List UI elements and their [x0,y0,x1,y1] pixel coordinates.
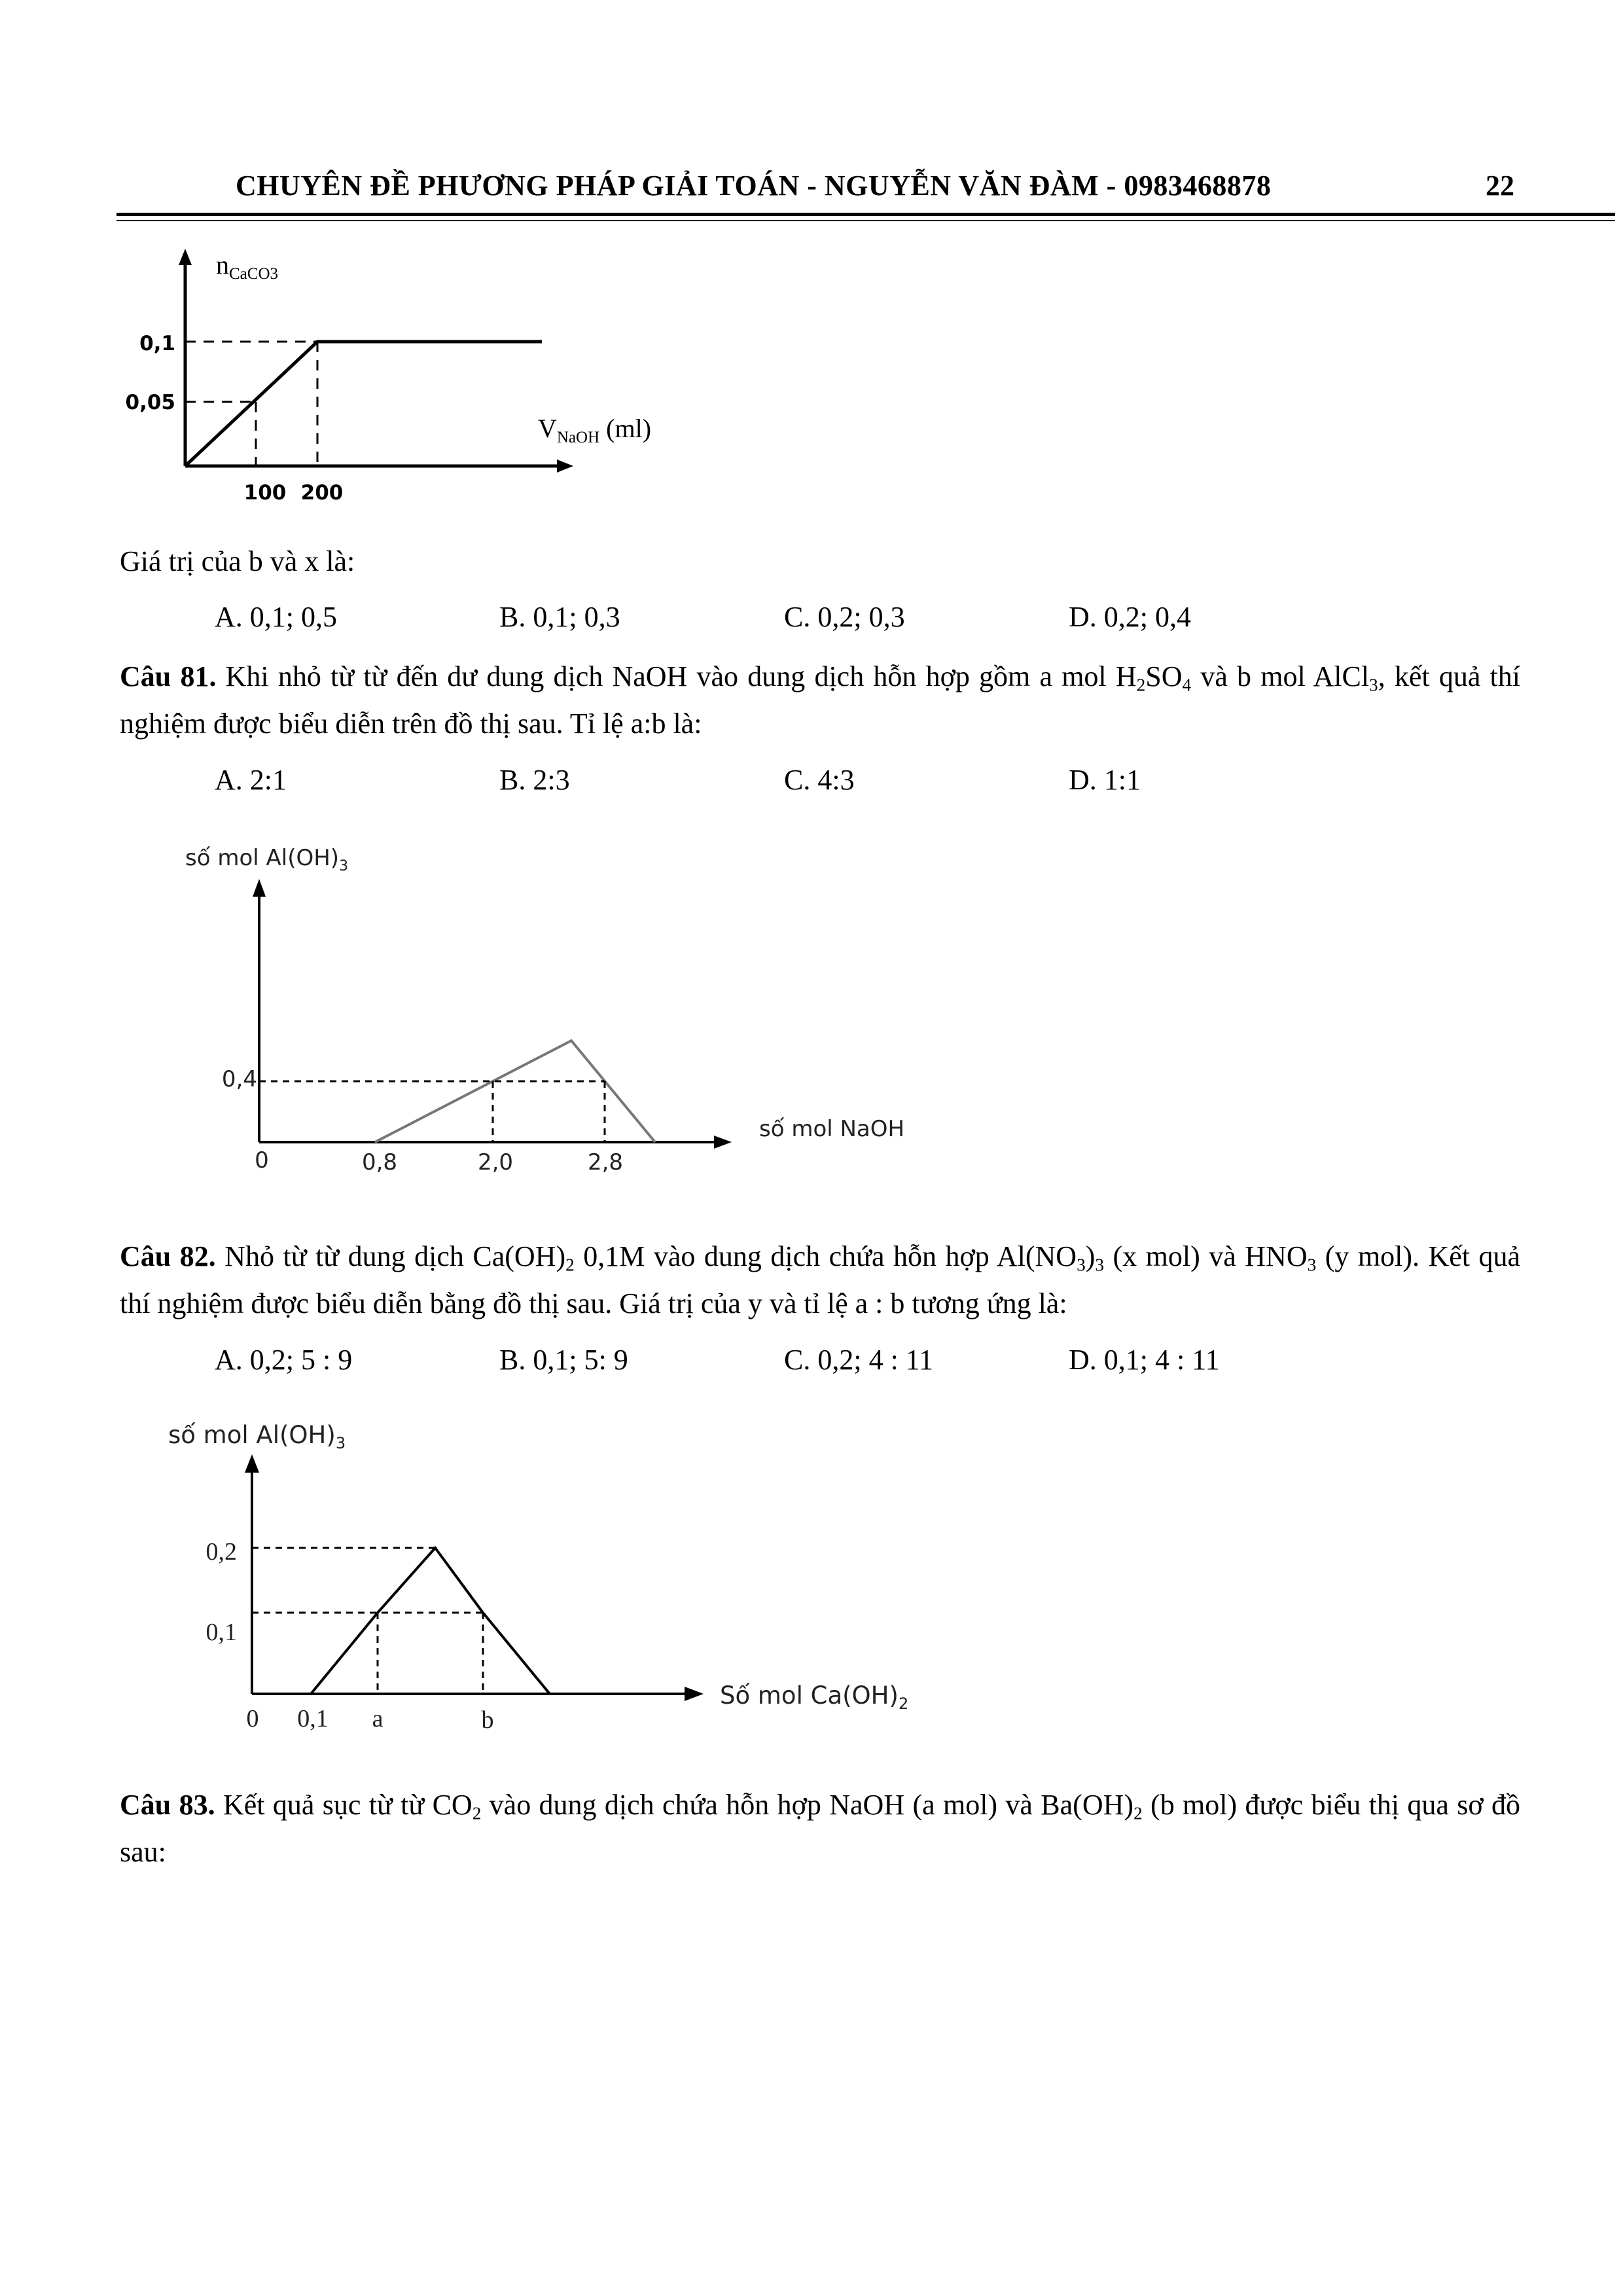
chart1-xtick-100: 100 [243,481,287,505]
q83-label: Câu 83. [120,1789,215,1821]
chart1-xtick-200: 200 [300,481,344,505]
q80-option-d: D. 0,2; 0,4 [1069,601,1191,633]
q82-text: Câu 82. Nhỏ từ từ dung dịch $Ca(OH)_2$ 0,1M vào dung dịch chứa hỗn hợp $Al(NO_3)_3$ (x mol) và $HNO_3$ (y mol). Kết quả thí nghiệm được biểu diễn bằng đồ thị sau. Giá trị của y và tỉ lệ a : b tương ứng là: [120,1240,1521,1319]
chart2-xtick-08: 0,8 [361,1149,398,1175]
chart3-xtick-b: b [481,1706,494,1734]
q82-label: Câu 82. [120,1240,216,1272]
q81-option-a: A. 2:1 [215,764,287,796]
chart3-ytick-02: 0,2 [205,1538,237,1566]
q81-option-b: B. 2:3 [499,764,570,796]
chart1-ytick-01: 0,1 [139,332,175,355]
chart3-ylabel: số mol $Al(OH)_3$ [168,1421,346,1452]
chart2-xtick-20: 2,0 [477,1149,514,1175]
chart2-origin: 0 [255,1147,269,1174]
chart3-xtick-01: 0,1 [297,1705,329,1732]
chart3-xlabel: Số mol $Ca(OH)_2$ [720,1681,909,1713]
chart1-xlabel: $V_{NaOH}$ (ml) [538,414,652,446]
q81-label: Câu 81. [120,660,217,692]
chart1-ytick-005: 0,05 [125,391,175,414]
q80-option-c: C. 0,2; 0,3 [784,601,905,633]
q82-option-b: B. 0,1; 5: 9 [499,1344,628,1376]
q82-option-a: A. 0,2; 5 : 9 [215,1344,353,1376]
chart3-line [311,1548,550,1694]
chart3-ytick-01: 0,1 [205,1619,237,1646]
page-number: 22 [1486,170,1514,202]
q80-option-b: B. 0,1; 0,3 [499,601,620,633]
chart3-xtick-a: a [372,1705,383,1732]
q83-text: Câu 83. Kết quả sục từ từ $CO_2$ vào dung dịch chứa hỗn hợp NaOH (a mol) và $Ba(OH)_2$ (b mol) được biểu thị qua sơ đồ sau: [120,1789,1521,1868]
q81-option-d: D. 1:1 [1069,764,1141,796]
chart2-xtick-28: 2,8 [587,1149,624,1175]
chart2-xlabel: số mol NaOH [759,1116,905,1142]
q82-option-c: C. 0,2; 4 : 11 [784,1344,934,1376]
header-title: CHUYÊN ĐỀ PHƯƠNG PHÁP GIẢI TOÁN - NGUYỄN VĂN ĐÀM - 0983468878 [236,170,1272,202]
chart2-ylabel: số mol $Al(OH)_3$ [185,845,349,874]
q80-option-a: A. 0,1; 0,5 [215,601,337,633]
q82-option-d: D. 0,1; 4 : 11 [1069,1344,1220,1376]
chart1-ylabel: $n_{CaCO3}$ [216,250,278,283]
q81-text: Câu 81. Khi nhỏ từ từ đến dư dung dịch NaOH vào dung dịch hỗn hợp gồm a mol $H_2SO_4$ và b mol AlCl$_3$, kết quả thí nghiệm được biểu diễn trên đồ thị sau. Tỉ lệ a:b là: [120,660,1521,740]
chart3-origin: 0 [246,1705,259,1732]
q80-prompt: Giá trị của b và x là: [120,545,355,577]
chart3-y-arrow [245,1454,259,1473]
q81-option-c: C. 4:3 [784,764,855,796]
chart3-x-arrow [685,1687,704,1701]
chart2-ytick-04: 0,4 [221,1066,257,1092]
